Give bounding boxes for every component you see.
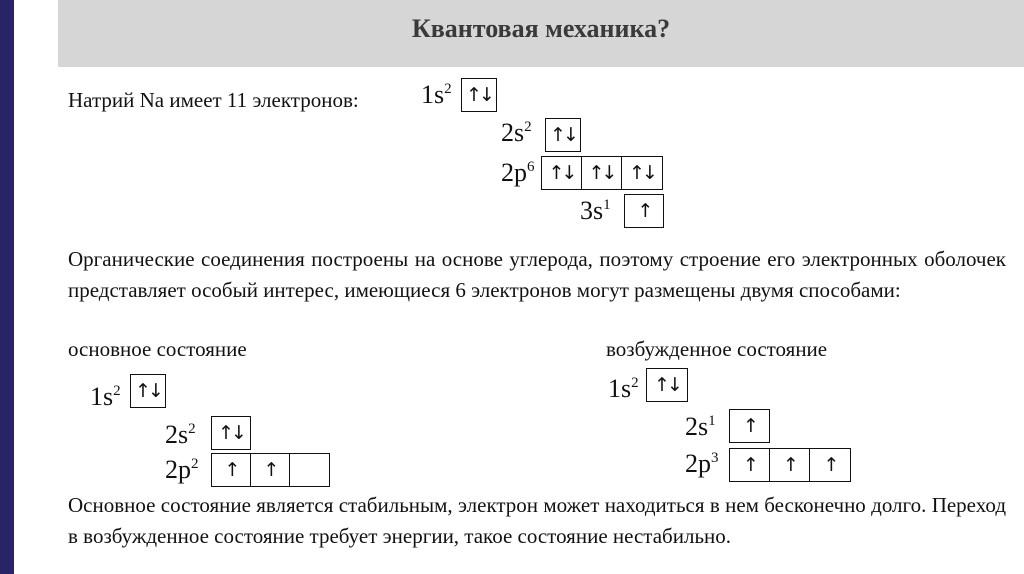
orbital-box-na-3s [624,194,664,228]
orbital-superscript: 2 [191,456,199,472]
orbital-superscript: 2 [524,119,532,135]
orbital-label-na-2s [501,118,532,148]
orbital-box-na-1s [461,78,497,112]
left-accent-bar [0,0,14,574]
page-title: Квантовая механика? [411,14,671,43]
orbital-cell: ↑ [637,200,651,222]
orbital-superscript: 2 [188,421,196,437]
orbital-box-na-2s [545,118,581,152]
orbital-cell: ↑↓ [218,422,244,444]
orbital-superscript: 2 [444,81,452,97]
orbital-label-ground-1s [90,382,121,412]
paragraph-stability: Основное состояние является стабильным, электрон может находиться в нем бесконечно долго. Переход в возбужденное состояние требует энергии, такое состояние нестабильно. [68,493,1006,548]
orbital-cell: ↑ [770,449,810,481]
orbital-name: 2p [165,455,191,484]
orbital-box-ground-2p [211,453,330,487]
orbital-box-ground-2s [211,416,251,450]
orbital-box-excited-2p [729,448,851,482]
orbital-cell [290,454,329,486]
orbital-box-ground-1s [130,374,166,408]
orbital-name: 2s [685,412,709,441]
orbital-label-ground-2s [165,420,196,450]
orbital-name: 2s [165,420,189,449]
orbital-superscript: 1 [603,197,611,213]
orbital-cell: ↑↓ [542,157,582,189]
orbital-superscript: 3 [711,450,719,466]
orbital-cell: ↑↓ [654,374,680,396]
orbital-label-excited-2p [685,449,719,479]
orbital-label-na-3s [580,196,611,226]
orbital-name: 2p [685,449,711,478]
orbital-cell: ↑ [212,454,251,486]
orbital-superscript: 1 [708,413,716,429]
orbital-box-na-2p [541,156,663,190]
orbital-name: 2s [501,118,525,147]
sodium-intro: Натрий Na имеет 11 электронов: [68,88,359,112]
ground-state-heading: основное состояние [68,337,247,361]
orbital-name: 1s [90,382,114,411]
orbital-label-na-2p [501,158,535,188]
orbital-name: 3s [580,196,604,225]
orbital-superscript: 2 [113,383,121,399]
orbital-cell: ↑↓ [466,84,492,106]
orbital-label-excited-1s [608,374,639,404]
orbital-cell: ↑ [730,449,770,481]
excited-state-heading: возбужденное состояние [606,337,828,361]
orbital-cell: ↑ [251,454,290,486]
orbital-label-excited-2s [685,412,716,442]
orbital-name: 1s [608,374,632,403]
orbital-label-na-1s [421,80,452,110]
orbital-cell: ↑↓ [135,380,161,402]
orbital-name: 1s [421,80,445,109]
orbital-box-excited-2s [729,409,770,443]
orbital-cell: ↑↓ [550,124,576,146]
orbital-cell: ↑↓ [629,162,655,184]
orbital-superscript: 6 [527,159,535,175]
orbital-cell: ↑↓ [582,157,622,189]
paragraph-organic-compounds: Органические соединения построены на основе углерода, поэтому строение его электронных оболочек представляет особый интерес, имеющиеся 6 электронов могут размещены двумя способами: [68,247,1006,302]
orbital-label-ground-2p [165,455,199,485]
orbital-cell: ↑ [743,415,756,437]
orbital-box-excited-1s [646,368,688,402]
orbital-superscript: 2 [631,375,639,391]
orbital-name: 2p [501,158,527,187]
title-bar [58,0,1024,67]
orbital-cell: ↑ [823,454,837,476]
